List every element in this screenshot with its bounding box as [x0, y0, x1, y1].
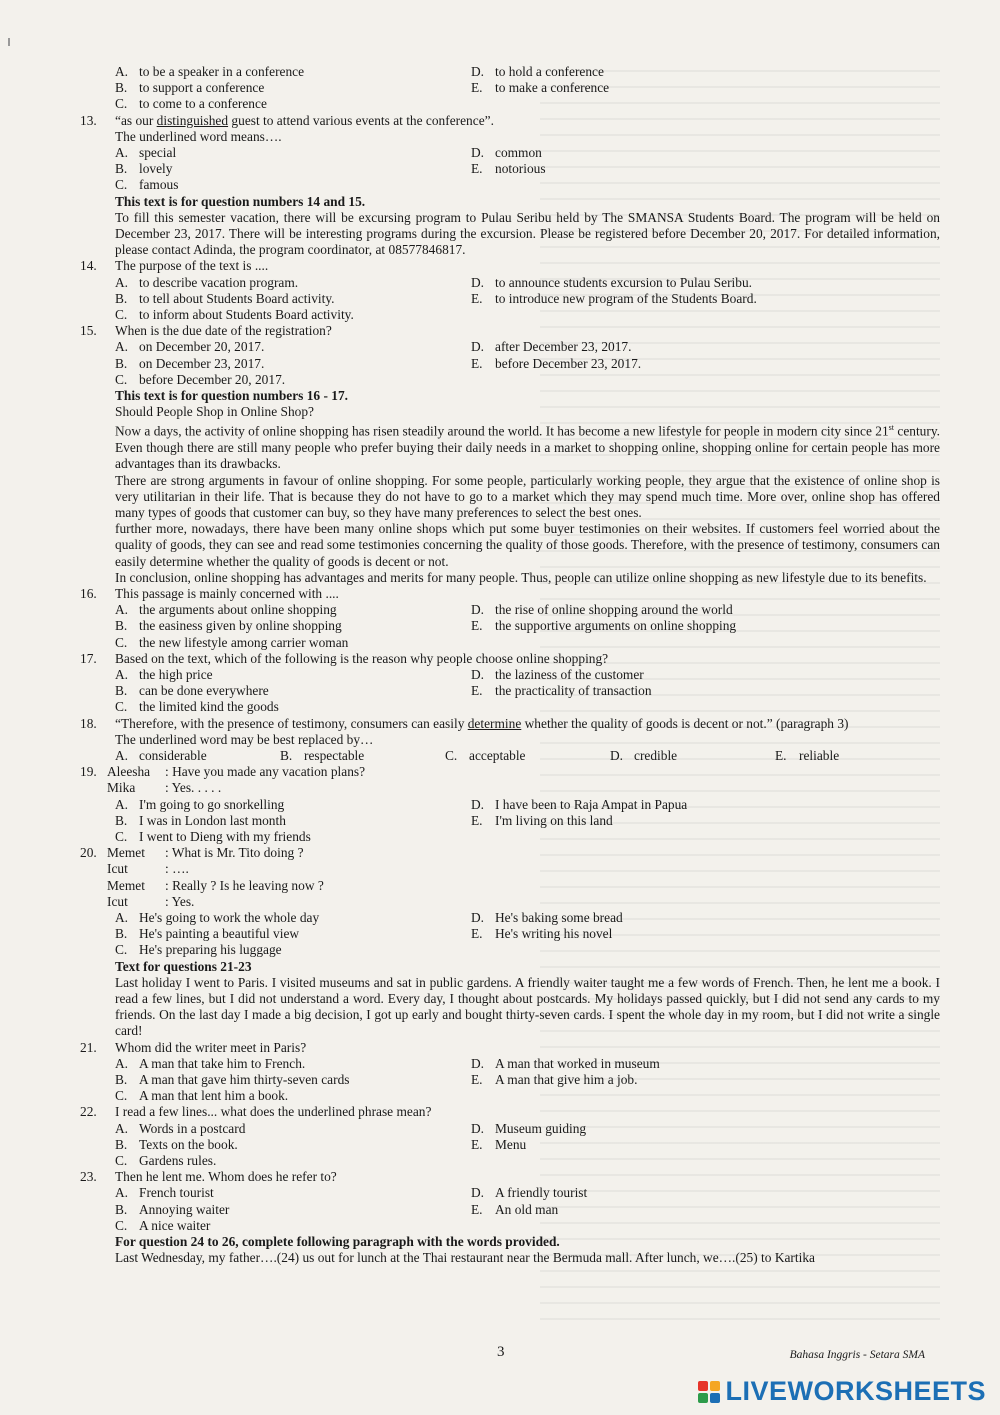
- question-number: 13.: [80, 112, 97, 128]
- dialog-text: : Have you made any vacation plans?: [165, 764, 366, 780]
- dialog-text: : Really ? Is he leaving now ?: [165, 877, 324, 893]
- question-text: I read a few lines... what does the underlined phrase mean?: [115, 1104, 432, 1120]
- q15-option-b[interactable]: on December 23, 2017.: [139, 355, 265, 371]
- cloze-passage: Last Wednesday, my father….(24) us out for lunch at the Thai restaurant near the Bermuda mall. After lunch, we….(25) to Kartika: [115, 1250, 815, 1266]
- section-heading: This text is for question numbers 14 and 15.: [115, 193, 366, 209]
- question-15: [80, 323, 940, 388]
- q18-option-d[interactable]: [610, 748, 775, 764]
- option-letter: B.: [280, 748, 293, 763]
- q18-pre: “Therefore, with the presence of testimony, consumers can easily: [115, 715, 468, 731]
- option-letter: C.: [115, 1153, 128, 1169]
- q16-option-d[interactable]: the rise of online shopping around the world: [495, 602, 733, 618]
- q13-post: guest to attend various events at the conference”.: [228, 112, 494, 128]
- q23-option-a[interactable]: French tourist: [139, 1185, 214, 1201]
- q22-option-d[interactable]: Museum guiding: [495, 1120, 587, 1136]
- option-letter: A.: [115, 796, 129, 812]
- question-number: 20.: [80, 845, 97, 861]
- question-number: 15.: [80, 323, 97, 339]
- option-letter: A.: [115, 748, 129, 763]
- option-letter: B.: [115, 355, 128, 371]
- dialog-line: [107, 780, 940, 796]
- q16-option-a[interactable]: the arguments about online shopping: [139, 602, 337, 618]
- option-letter: C.: [115, 371, 128, 387]
- option-letter: B.: [115, 1136, 128, 1152]
- q16-option-c[interactable]: the new lifestyle among carrier woman: [139, 634, 349, 650]
- q17-option-e[interactable]: the practicality of transaction: [495, 683, 652, 699]
- section-heading: For question 24 to 26, complete following paragraph with the words provided.: [115, 1234, 560, 1250]
- question-text: The purpose of the text is ....: [115, 258, 269, 274]
- page-number: 3: [497, 1344, 505, 1360]
- option-letter: B.: [115, 618, 128, 634]
- option-letter: C.: [115, 96, 128, 112]
- option-letter: A.: [115, 339, 129, 355]
- q12-options: [115, 64, 940, 113]
- q22-option-e[interactable]: Menu: [495, 1136, 527, 1152]
- q23-option-e[interactable]: An old man: [495, 1201, 559, 1217]
- q13-option-e[interactable]: notorious: [495, 161, 546, 177]
- option-letter: D.: [471, 910, 485, 926]
- option-letter: B.: [115, 80, 128, 96]
- option-letter: E.: [471, 355, 483, 371]
- option-letter: E.: [471, 926, 483, 942]
- option-letter: D.: [471, 666, 485, 682]
- logo-square-green: [698, 1393, 708, 1403]
- q13-pre: “as our: [115, 112, 157, 128]
- question-number: 23.: [80, 1169, 97, 1185]
- option-letter: C.: [445, 748, 458, 763]
- option-letter: D.: [471, 339, 485, 355]
- q17-option-b[interactable]: can be done everywhere: [139, 683, 269, 699]
- q14-option-b[interactable]: to tell about Students Board activity.: [139, 290, 335, 306]
- option-text: respectable: [304, 748, 365, 763]
- p1-part-b: century. Even though there are still many people who prefer buying their daily needs in a market to shopping online, shopping online for certain people has more advantages than its drawbacks.: [115, 423, 940, 472]
- option-letter: D.: [471, 64, 485, 79]
- question-number: 21.: [80, 1039, 97, 1055]
- option-text: acceptable: [469, 748, 526, 763]
- option-letter: E.: [471, 161, 483, 177]
- q21-option-e[interactable]: A man that give him a job.: [495, 1072, 638, 1088]
- q13-option-b[interactable]: lovely: [139, 161, 173, 177]
- q14-option-d[interactable]: to announce students excursion to Pulau Seribu.: [495, 274, 752, 290]
- q12-option-e[interactable]: to make a conference: [495, 80, 610, 96]
- option-letter: D.: [471, 1120, 485, 1136]
- q14-option-a[interactable]: to describe vacation program.: [139, 274, 299, 290]
- option-letter: B.: [115, 290, 128, 306]
- option-letter: A.: [115, 1120, 129, 1136]
- question-text: [115, 113, 940, 129]
- option-letter: A.: [115, 910, 129, 926]
- option-letter: D.: [610, 748, 624, 763]
- q20-option-b[interactable]: He's painting a beautiful view: [139, 926, 300, 942]
- dialog-line: [107, 894, 940, 910]
- q16-option-b[interactable]: the easiness given by online shopping: [139, 618, 342, 634]
- option-letter: A.: [115, 666, 129, 682]
- margin-mark: [8, 38, 10, 46]
- q13-option-d[interactable]: common: [495, 145, 542, 161]
- q20-option-c[interactable]: He's preparing his luggage: [139, 942, 282, 958]
- q21-option-c[interactable]: A man that lent him a book.: [139, 1088, 289, 1104]
- option-letter: C.: [115, 829, 128, 845]
- option-letter: C.: [115, 634, 128, 650]
- q19-option-c[interactable]: I went to Dieng with my friends: [139, 829, 311, 845]
- option-letter: E.: [471, 683, 483, 699]
- section-heading: This text is for question numbers 16 - 17.: [115, 388, 348, 404]
- option-letter: C.: [115, 177, 128, 193]
- reading-passage: Last holiday I went to Paris. I visited museums and sat in public gardens. A friendly waiter taught me a few words of French. Then, he lent me a book. I read a few lines, but I did not understand a word. Every day, I thought about postcards. My holidays passed quickly, but I did not send any cards to my friends. On the last day I made a big decision, I got up early and bought thirty-seven cards. I spent the whole day in my room, but I did not write a single card!: [115, 974, 940, 1039]
- q18-option-a[interactable]: [115, 748, 280, 764]
- logo-square-blue: [710, 1393, 720, 1403]
- option-letter: B.: [115, 812, 128, 828]
- option-letter: A.: [115, 602, 129, 618]
- question-number: 14.: [80, 258, 97, 274]
- q18-option-c[interactable]: [445, 748, 610, 764]
- question-number: 16.: [80, 585, 97, 601]
- question-20: [80, 845, 940, 958]
- option-letter: C.: [115, 307, 128, 323]
- dialog-line: [107, 845, 940, 861]
- q15-option-d[interactable]: after December 23, 2017.: [495, 339, 632, 355]
- question-text: When is the due date of the registration?: [115, 323, 332, 339]
- q17-option-a[interactable]: the high price: [139, 666, 213, 682]
- option-letter: C.: [115, 699, 128, 715]
- question-13: [80, 113, 940, 194]
- q22-option-c[interactable]: Gardens rules.: [139, 1153, 217, 1169]
- footer-subject: Bahasa Inggris - Setara SMA: [789, 1349, 925, 1361]
- option-letter: B.: [115, 161, 128, 177]
- q20-option-a[interactable]: He's going to work the whole day: [139, 910, 320, 926]
- q23-option-c[interactable]: A nice waiter: [139, 1217, 211, 1233]
- question-18: [80, 716, 940, 765]
- question-14: [80, 258, 940, 323]
- question-22: [80, 1104, 940, 1169]
- q17-option-c[interactable]: the limited kind the goods: [139, 699, 279, 715]
- option-text: reliable: [799, 748, 840, 763]
- option-letter: C.: [115, 1217, 128, 1233]
- worksheet-page: [80, 64, 940, 1267]
- liveworksheets-logo: [698, 1376, 986, 1407]
- question-text: Based on the text, which of the following is the reason why people choose online shopping?: [115, 650, 609, 666]
- q19-option-a[interactable]: I'm going to go snorkelling: [139, 796, 285, 812]
- option-letter: B.: [115, 1201, 128, 1217]
- q12-option-a[interactable]: to be a speaker in a conference: [139, 64, 305, 79]
- dialog-text: : Yes.: [165, 893, 195, 909]
- dialog-text: : ….: [165, 861, 189, 877]
- q15-option-a[interactable]: on December 20, 2017.: [139, 339, 265, 355]
- option-text: credible: [634, 748, 678, 763]
- q18-option-b[interactable]: [280, 748, 445, 764]
- passage-paragraph-1: [115, 420, 940, 472]
- q12-option-c[interactable]: to come to a conference: [139, 96, 267, 112]
- speaker: Memet: [107, 877, 145, 893]
- question-text: Whom did the writer meet in Paris?: [115, 1039, 307, 1055]
- q13-option-a[interactable]: special: [139, 145, 177, 161]
- option-letter: E.: [471, 812, 483, 828]
- p1-part-a: Now a days, the activity of online shopping has risen steadily around the world. It has become a new lifestyle for people in modern city since 21: [115, 423, 889, 439]
- option-letter: E.: [471, 80, 483, 96]
- q18-post: whether the quality of goods is decent or not.” (paragraph 3): [521, 715, 849, 731]
- logo-square-orange: [710, 1381, 720, 1391]
- passage-paragraph-3: further more, nowadays, there have been many online shops which put some buyer testimonies on their websites. If customers feel worried about the quality of goods, they can see and read some testimonies concerning the quality of those goods. Therefore, with the presence of testimony, consumers can easily determine whether the quality of goods is decent or not.: [115, 521, 940, 569]
- question-text-line2: The underlined word may be best replaced by…: [115, 731, 374, 747]
- option-letter: A.: [115, 274, 129, 290]
- option-letter: C.: [115, 1088, 128, 1104]
- logo-square-red: [698, 1381, 708, 1391]
- question-number: 17.: [80, 650, 97, 666]
- passage-title: Should People Shop in Online Shop?: [115, 404, 315, 420]
- q22-option-a[interactable]: Words in a postcard: [139, 1120, 246, 1136]
- q15-option-e[interactable]: before December 23, 2017.: [495, 355, 642, 371]
- q20-option-e[interactable]: He's writing his novel: [495, 926, 613, 942]
- option-letter: B.: [115, 683, 128, 699]
- option-letter: A.: [115, 1185, 129, 1201]
- q19-option-d[interactable]: I have been to Raja Ampat in Papua: [495, 796, 688, 812]
- p1-superscript: st: [888, 423, 895, 433]
- question-text: This passage is mainly concerned with ....: [115, 585, 339, 601]
- option-letter: D.: [471, 1185, 485, 1201]
- speaker: Memet: [107, 845, 145, 861]
- q21-option-b[interactable]: A man that gave him thirty-seven cards: [139, 1072, 350, 1088]
- q17-option-d[interactable]: the laziness of the customer: [495, 666, 644, 682]
- option-letter: D.: [471, 1055, 485, 1071]
- q21-option-d[interactable]: A man that worked in museum: [495, 1055, 660, 1071]
- q21-option-a[interactable]: A man that take him to French.: [139, 1055, 306, 1071]
- liveworksheets-icon: [698, 1381, 720, 1403]
- q13-underlined: distinguished: [156, 112, 229, 128]
- option-letter: E.: [471, 1072, 483, 1088]
- section-heading: Text for questions 21-23: [115, 958, 252, 974]
- q23-option-d[interactable]: A friendly tourist: [495, 1185, 588, 1201]
- q14-option-e[interactable]: to introduce new program of the Students Board.: [495, 290, 757, 306]
- passage-paragraph-4: In conclusion, online shopping has advantages and merits for many people. Thus, people can utilize online shopping as new lifestyle due to its benefits.: [115, 569, 927, 585]
- option-letter: C.: [115, 942, 128, 958]
- dialog-line: [107, 764, 940, 780]
- q14-option-c[interactable]: to inform about Students Board activity.: [139, 307, 354, 323]
- option-letter: E.: [471, 290, 483, 306]
- liveworksheets-wordmark: LIVEWORKSHEETS: [725, 1376, 986, 1406]
- speaker: Icut: [107, 893, 128, 909]
- option-text: considerable: [139, 748, 207, 763]
- q23-option-b[interactable]: Annoying waiter: [139, 1201, 230, 1217]
- q22-option-b[interactable]: Texts on the book.: [139, 1136, 238, 1152]
- q18-options: [115, 748, 940, 764]
- option-letter: A.: [115, 145, 129, 161]
- q12-option-d[interactable]: to hold a conference: [495, 64, 604, 79]
- option-letter: D.: [471, 796, 485, 812]
- question-text: Then he lent me. Whom does he refer to?: [115, 1169, 337, 1185]
- q15-option-c[interactable]: before December 20, 2017.: [139, 371, 286, 387]
- passage-paragraph-2: There are strong arguments in favour of online shopping. For some people, particularly working people, they argue that the existence of online shop is very utilitarian in their life. That is because they do not have to go to a market which they may spend much time. More over, online shop has offered many types of goods that customer can buy, so they have many preferences to select the best ones.: [115, 472, 940, 520]
- q19-option-e[interactable]: I'm living on this land: [495, 812, 613, 828]
- question-number: 19.: [80, 764, 97, 780]
- question-number: 18.: [80, 715, 97, 731]
- option-letter: E.: [471, 1136, 483, 1152]
- option-letter: D.: [471, 274, 485, 290]
- option-letter: E.: [471, 618, 483, 634]
- q19-option-b[interactable]: I was in London last month: [139, 812, 286, 828]
- option-letter: D.: [471, 602, 485, 618]
- q18-option-e[interactable]: [775, 748, 940, 764]
- question-21: [80, 1040, 940, 1105]
- q12-option-b[interactable]: to support a conference: [139, 80, 265, 96]
- option-letter: D.: [471, 145, 485, 161]
- question-text: [115, 716, 940, 732]
- option-letter: A.: [115, 1055, 129, 1071]
- dialog-text: : What is Mr. Tito doing ?: [165, 845, 304, 861]
- reading-passage: To fill this semester vacation, there will be excursing program to Pulau Seribu held by The SMANSA Students Board. The program will be held on December 23, 2017. There will be interesting programs during the excursion. Please be registered before December 20, 2017. For detailed information, please contact Adinda, the program coordinator, at 08577846817.: [115, 209, 940, 258]
- option-letter: A.: [115, 64, 129, 79]
- option-letter: B.: [115, 1072, 128, 1088]
- question-text-line2: The underlined word means….: [115, 128, 282, 144]
- dialog-line: [107, 878, 940, 894]
- dialog-text: : Yes. . . . .: [165, 780, 222, 796]
- speaker: Icut: [107, 861, 128, 877]
- q13-option-c[interactable]: famous: [139, 177, 179, 193]
- question-19: [80, 764, 940, 845]
- dialog-line: [107, 861, 940, 877]
- q18-underlined: determine: [467, 715, 522, 731]
- speaker: Mika: [107, 780, 136, 796]
- option-letter: E.: [471, 1201, 483, 1217]
- q20-option-d[interactable]: He's baking some bread: [495, 910, 623, 926]
- question-23: [80, 1169, 940, 1234]
- question-17: [80, 651, 940, 716]
- question-number: 22.: [80, 1104, 97, 1120]
- option-letter: E.: [775, 748, 787, 763]
- option-letter: B.: [115, 926, 128, 942]
- q16-option-e[interactable]: the supportive arguments on online shopping: [495, 618, 737, 634]
- speaker: Aleesha: [107, 764, 151, 780]
- question-16: [80, 586, 940, 651]
